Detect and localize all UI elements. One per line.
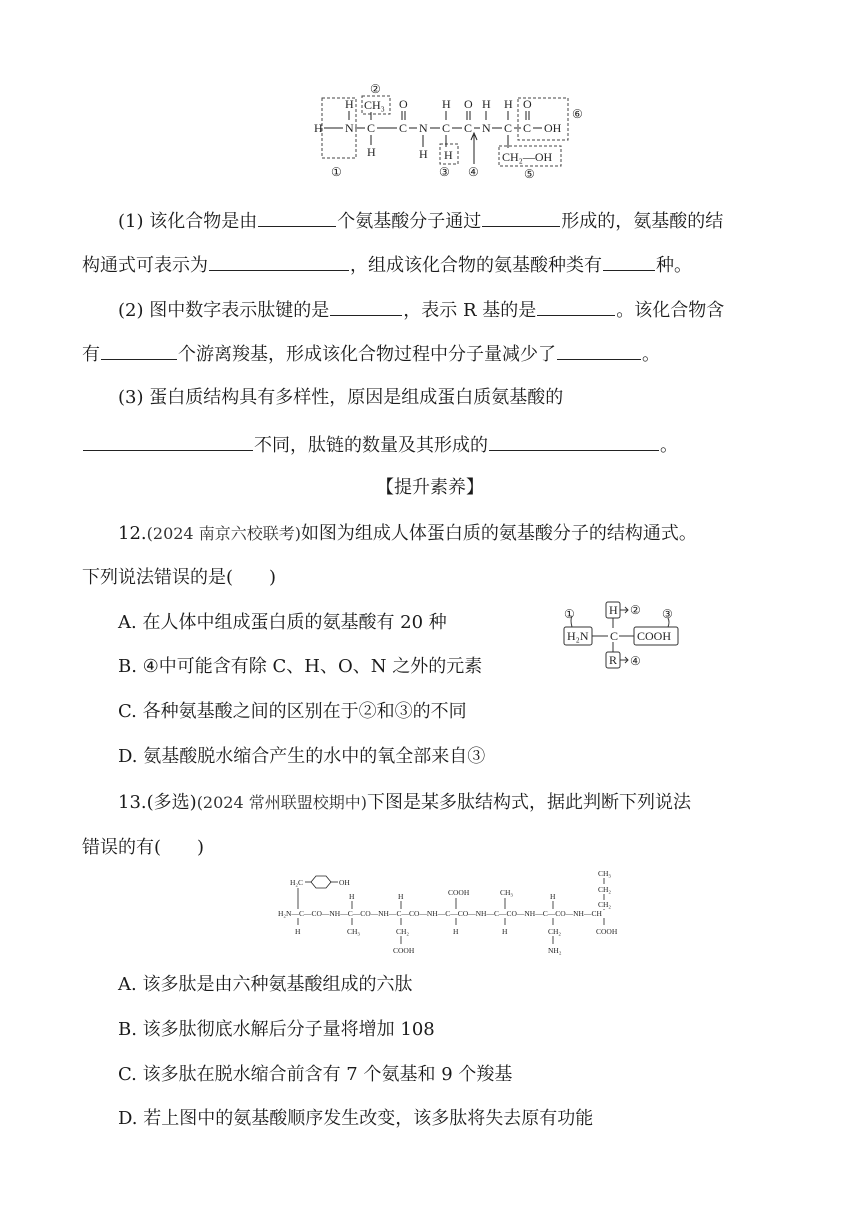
label-3: ③ (439, 165, 450, 179)
atom-C: C (464, 121, 473, 135)
tripeptide-figure (312, 80, 602, 185)
atom-C: C (504, 121, 513, 135)
question-number: 13. (118, 792, 147, 813)
svg-text:CH₃: CH₃ (598, 869, 612, 878)
svg-text:COOH: COOH (596, 927, 618, 936)
question-tag: (多选) (146, 792, 197, 813)
answer-blank[interactable] (209, 252, 349, 271)
question-number: 12. (118, 523, 147, 544)
q13-stem-line2: 错误的有( ) (82, 837, 205, 858)
answer-blank[interactable] (557, 341, 641, 360)
svg-text:CH₂: CH₂ (598, 900, 612, 909)
q12-option-c[interactable]: C. 各种氨基酸之间的区别在于②和③的不同 (118, 701, 467, 722)
label-1: ① (331, 165, 342, 179)
svg-text:COOH: COOH (448, 888, 470, 897)
svg-text:CH₃: CH₃ (347, 927, 361, 936)
svg-text:H: H (502, 927, 508, 936)
q11-part3-line1: (3) 蛋白质结构具有多样性，原因是组成蛋白质氨基酸的 (118, 387, 564, 408)
svg-text:CH₂: CH₂ (598, 885, 612, 894)
svg-text:H: H (609, 603, 618, 617)
svg-text:NH₂: NH₂ (548, 946, 562, 955)
atom-N: N (345, 121, 354, 135)
svg-text:④: ④ (630, 654, 641, 668)
atom-H: H (419, 147, 428, 161)
svg-text:H₂C: H₂C (290, 878, 304, 887)
atom-H: H (442, 97, 451, 111)
q12-stem-line1: 12.(2024 南京六校联考)如图为组成人体蛋白质的氨基酸分子的结构通式。 (118, 523, 697, 544)
q13-option-d[interactable]: D. 若上图中的氨基酸顺序发生改变，该多肽将失去原有功能 (118, 1108, 594, 1129)
answer-blank[interactable] (258, 208, 336, 227)
atom-C: C (367, 121, 376, 135)
svg-text:CH₂: CH₂ (396, 927, 410, 936)
q12-option-b[interactable]: B. ④中可能含有除 C、H、O、N 之外的元素 (118, 656, 483, 677)
label-2: ② (370, 82, 381, 96)
svg-text:H: H (550, 892, 556, 901)
q11-part1-line1: (1) 该化合物是由 个氨基酸分子通过 形成的，氨基酸的结 (118, 208, 723, 234)
q11-part3-line2: 不同，肽链的数量及其形成的 。 (82, 432, 678, 458)
svg-text:R: R (609, 653, 618, 667)
atom-OH: OH (544, 121, 562, 135)
atom-H: H (504, 97, 513, 111)
q11-part1-line2: 构通式可表示为 ，组成该化合物的氨基酸种类有 种。 (82, 252, 692, 278)
polypeptide-figure (276, 868, 636, 964)
answer-blank[interactable] (482, 208, 560, 227)
atom-N: N (419, 121, 428, 135)
label-6: ⑥ (572, 107, 583, 121)
svg-text:COOH: COOH (637, 629, 672, 643)
q12-stem-line2: 下列说法错误的是( ) (82, 567, 277, 588)
atom-CH2OH: CH₂—OH (502, 150, 553, 164)
atom-H: H (444, 148, 453, 162)
answer-blank[interactable] (83, 432, 253, 451)
answer-blank[interactable] (330, 297, 402, 316)
svg-text:H: H (349, 892, 355, 901)
svg-text:C: C (610, 629, 619, 643)
atom-C: C (442, 121, 451, 135)
svg-text:①: ① (564, 607, 575, 621)
backbone: H₂N—C—CO—NH—C—CO—NH—C—CO—NH—C—CO—NH—C—CO—NH—C—CO—NH—CH (278, 909, 602, 918)
q13-option-a[interactable]: A. 该多肽是由六种氨基酸组成的六肽 (118, 974, 413, 995)
atom-C: C (399, 121, 408, 135)
atom-O: O (464, 97, 473, 111)
atom-H: H (482, 97, 491, 111)
q13-option-c[interactable]: C. 该多肽在脱水缩合前含有 7 个氨基和 9 个羧基 (118, 1064, 513, 1085)
answer-blank[interactable] (489, 432, 659, 451)
label-5: ⑤ (524, 167, 535, 181)
q11-part2-line1: (2) 图中数字表示肽键的是 ，表示 R 基的是 。该化合物含 (118, 297, 724, 323)
atom-H: H (367, 145, 376, 159)
atom-C: C (523, 121, 532, 135)
q13-option-b[interactable]: B. 该多肽彻底水解后分子量将增加 108 (118, 1019, 435, 1040)
svg-text:CH₂: CH₂ (548, 927, 562, 936)
answer-blank[interactable] (101, 341, 177, 360)
answer-blank[interactable] (537, 297, 615, 316)
svg-text:H₂N: H₂N (567, 629, 589, 643)
atom-N: N (482, 121, 491, 135)
q12-option-d[interactable]: D. 氨基酸脱水缩合产生的水中的氧全部来自③ (118, 746, 486, 767)
svg-text:③: ③ (662, 607, 673, 621)
atom-O: O (399, 97, 408, 111)
svg-text:CH₃: CH₃ (500, 888, 514, 897)
svg-text:H: H (398, 892, 404, 901)
atom-O: O (523, 97, 532, 111)
question-source: (2024 常州联盟校期中) (196, 793, 367, 812)
atom-H: H (314, 121, 323, 135)
section-title: 【提升素养】 (376, 477, 484, 498)
q12-option-a[interactable]: A. 在人体中组成蛋白质的氨基酸有 20 种 (118, 612, 447, 633)
answer-blank[interactable] (603, 252, 655, 271)
svg-text:H: H (453, 927, 459, 936)
svg-text:COOH: COOH (393, 946, 415, 955)
amino-acid-general-structure (560, 598, 700, 676)
q11-part2-line2: 有 个游离羧基，形成该化合物过程中分子量减少了 。 (82, 341, 660, 367)
svg-text:H: H (295, 927, 301, 936)
atom-H: H (345, 97, 354, 111)
question-source: (2024 南京六校联考) (146, 524, 301, 543)
svg-text:②: ② (630, 603, 641, 617)
atom-CH3: CH₃ (364, 98, 385, 112)
q13-stem-line1: 13.(多选)(2024 常州联盟校期中)下图是某多肽结构式，据此判断下列说法 (118, 792, 691, 813)
svg-text:OH: OH (339, 878, 350, 887)
label-4: ④ (468, 165, 479, 179)
